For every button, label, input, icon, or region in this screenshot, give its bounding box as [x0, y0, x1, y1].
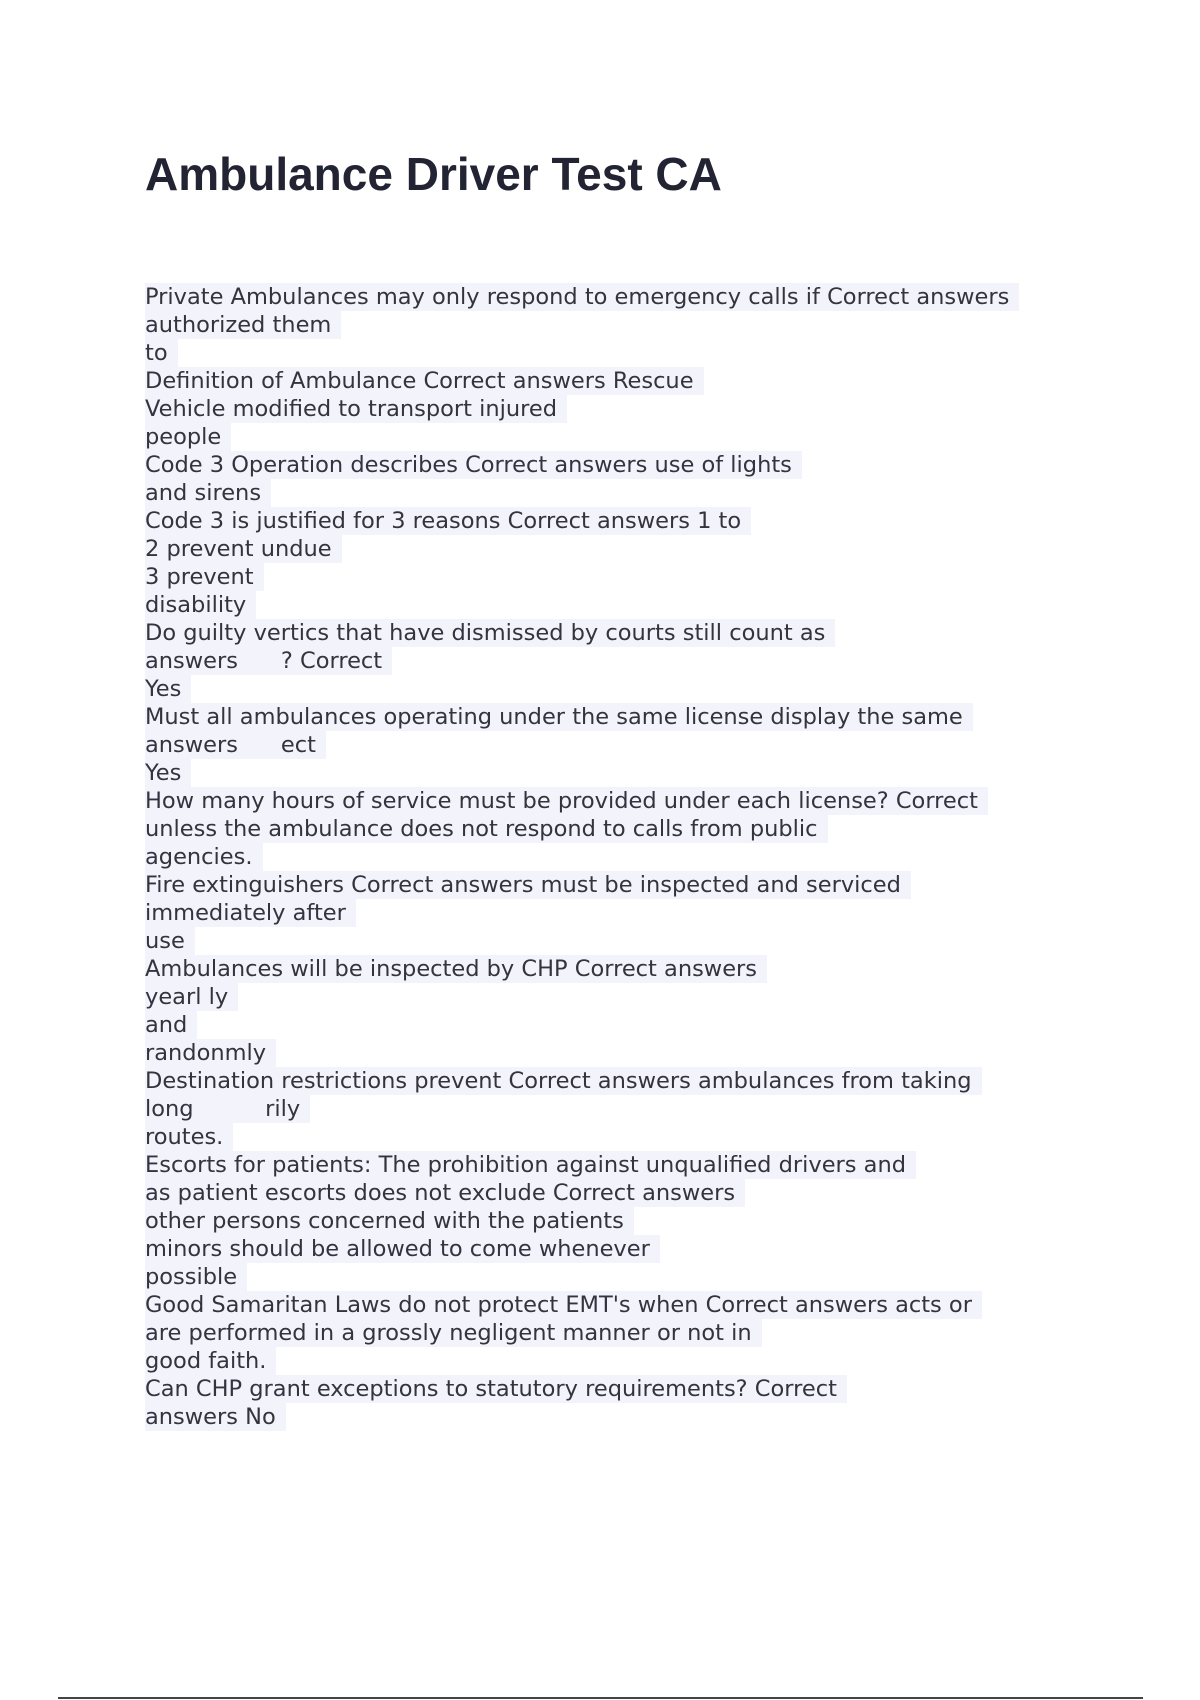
text-line-content: and — [145, 1011, 197, 1039]
text-line — [145, 395, 1095, 423]
text-line — [145, 311, 1095, 339]
text-line-content: as patient escorts does not exclude Correct answers — [145, 1179, 745, 1207]
text-line — [145, 507, 1095, 535]
text-line — [145, 1291, 1095, 1319]
text-line-content: authorized them — [145, 311, 341, 339]
text-line-content: answers No — [145, 1403, 286, 1431]
text-line — [145, 703, 1095, 731]
text-line — [145, 1151, 1095, 1179]
text-line-content: Yes — [145, 675, 191, 703]
text-line — [145, 479, 1095, 507]
text-line — [145, 1067, 1095, 1095]
text-line-content: Ambulances will be inspected by CHP Correct answers — [145, 955, 767, 983]
text-line-content: Yes — [145, 759, 191, 787]
text-line — [145, 787, 1095, 815]
text-line-content: disability — [145, 591, 256, 619]
text-line-content: Private Ambulances may only respond to emergency calls if Correct answers — [145, 283, 1019, 311]
text-line — [145, 563, 1095, 591]
text-line-content: How many hours of service must be provided under each license? Correct — [145, 787, 988, 815]
text-line — [145, 367, 1095, 395]
text-line-content: answers ect — [145, 731, 326, 759]
text-line — [145, 899, 1095, 927]
text-line-content: Code 3 Operation describes Correct answers use of lights — [145, 451, 802, 479]
text-line-content: Destination restrictions prevent Correct answers ambulances from taking — [145, 1067, 982, 1095]
text-line-content: answers ? Correct — [145, 647, 392, 675]
text-line — [145, 871, 1095, 899]
text-line-content: Must all ambulances operating under the same license display the same — [145, 703, 973, 731]
text-line-content: possible — [145, 1263, 247, 1291]
text-line — [145, 1235, 1095, 1263]
text-line-content: long rily — [145, 1095, 310, 1123]
text-line-content: agencies. — [145, 843, 263, 871]
text-line — [145, 759, 1095, 787]
text-line — [145, 1347, 1095, 1375]
text-line-content: are performed in a grossly negligent manner or not in — [145, 1319, 762, 1347]
text-line — [145, 1207, 1095, 1235]
text-line-content: routes. — [145, 1123, 233, 1151]
text-line-content: other persons concerned with the patients — [145, 1207, 634, 1235]
text-line — [145, 591, 1095, 619]
text-line-content: Do guilty vertics that have dismissed by courts still count as — [145, 619, 835, 647]
text-line-content: Fire extinguishers Correct answers must be inspected and serviced — [145, 871, 911, 899]
text-line-content: Definition of Ambulance Correct answers Rescue — [145, 367, 704, 395]
text-line — [145, 1123, 1095, 1151]
text-line — [145, 731, 1095, 759]
text-line — [145, 1319, 1095, 1347]
text-line — [145, 423, 1095, 451]
text-line — [145, 983, 1095, 1011]
document-body — [145, 283, 1095, 1431]
text-line-content: Can CHP grant exceptions to statutory requirements? Correct — [145, 1375, 847, 1403]
text-line-content: unless the ambulance does not respond to calls from public — [145, 815, 828, 843]
text-line — [145, 1179, 1095, 1207]
text-line-content: Vehicle modified to transport injured — [145, 395, 567, 423]
text-line-content: Good Samaritan Laws do not protect EMT's when Correct answers acts or — [145, 1291, 982, 1319]
text-line — [145, 1403, 1095, 1431]
text-line — [145, 1039, 1095, 1067]
text-line — [145, 535, 1095, 563]
text-line-content: 2 prevent undue — [145, 535, 342, 563]
text-line-content: randonmly — [145, 1039, 276, 1067]
text-line-content: use — [145, 927, 195, 955]
text-line — [145, 647, 1095, 675]
page-title: Ambulance Driver Test CA — [145, 148, 722, 200]
text-line-content: immediately after — [145, 899, 356, 927]
text-line — [145, 1011, 1095, 1039]
text-line — [145, 843, 1095, 871]
text-line — [145, 339, 1095, 367]
footer-divider — [58, 1697, 1143, 1699]
text-line — [145, 675, 1095, 703]
text-line — [145, 955, 1095, 983]
text-line-content: Code 3 is justified for 3 reasons Correct answers 1 to — [145, 507, 751, 535]
text-line-content: Escorts for patients: The prohibition against unqualified drivers and — [145, 1151, 916, 1179]
text-line — [145, 1263, 1095, 1291]
text-line-content: good faith. — [145, 1347, 276, 1375]
text-line-content: people — [145, 423, 231, 451]
text-line-content: minors should be allowed to come whenever — [145, 1235, 660, 1263]
text-line — [145, 815, 1095, 843]
text-line-content: yearl ly — [145, 983, 238, 1011]
text-line — [145, 451, 1095, 479]
text-line — [145, 1095, 1095, 1123]
text-line — [145, 619, 1095, 647]
text-line-content: to — [145, 339, 178, 367]
text-line-content: 3 prevent — [145, 563, 264, 591]
text-line — [145, 1375, 1095, 1403]
text-line — [145, 283, 1095, 311]
text-line-content: and sirens — [145, 479, 271, 507]
text-line — [145, 927, 1095, 955]
